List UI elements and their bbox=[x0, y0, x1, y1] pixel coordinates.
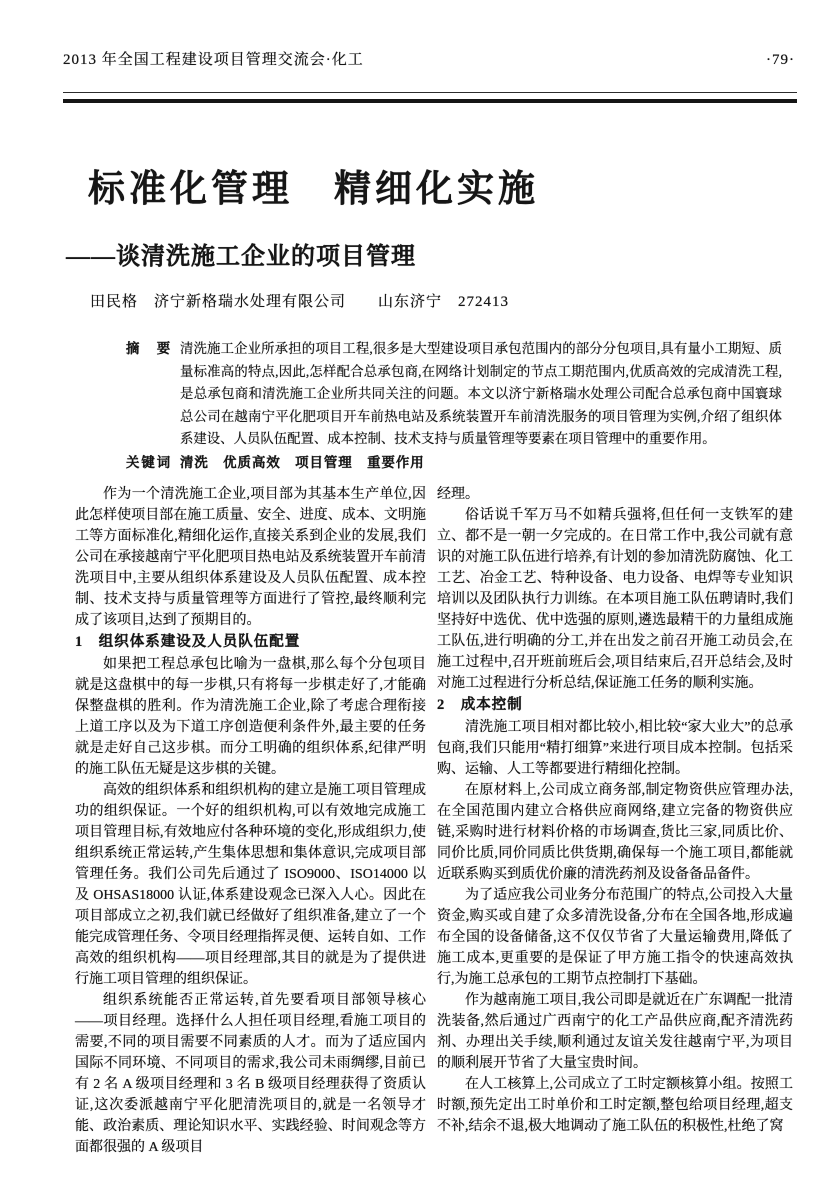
section-heading-2: 2 成本控制 bbox=[437, 697, 523, 713]
article-title: 标准化管理 精细化实施 bbox=[88, 169, 539, 210]
paragraph: 作为越南施工项目,我公司即是就近在广东调配一批清洗装备,然后通过广西南宁的化工产品供应商,配齐清洗药剂、办理出关手续,顺利通过友谊关发往越南宁平,为项目的顺利展开节省了大量宝贵时间。 bbox=[437, 993, 793, 1071]
keywords-label: 关键词 bbox=[126, 454, 173, 470]
column-right bbox=[437, 484, 793, 1158]
paragraph: 高效的组织体系和组织机构的建立是施工项目管理成功的组织保证。一个好的组织机构,可以有效地完成施工项目管理目标,有效地应付各种环境的变化,形成组织力,使组织系统正常运转,产生集体思想和集体意识,完成项目部管理任务。我们公司先后通过了 ISO9000、ISO14000 以及 OHSAS18000 认证,体系建设观念已深入人心。因此在项目部成立之初,我们就已经做好了组织准备,建立了一个能完成管理任务、令项目经理指挥灵便、运转自如、工作高效的组织机构——项目经理部,其目的就是为了提供进行施工项目管理的组织保证。 bbox=[75, 783, 426, 987]
abstract-text: 清洗施工企业所承担的项目工程,很多是大型建设项目承包范围内的部分分包项目,具有量小工期短、质量标准高的特点,因此,怎样配合总承包商,在网络计划制定的节点工期范围内,优质高效的完成清洗工程,是总承包商和清洗施工企业所共同关注的问题。本文以济宁新格瑞水处理公司配合总承包商中国寰球总公司在越南宁平化肥项目开车前热电站及系统装置开车前清洗服务的项目管理为实例,介绍了组织体系建设、人员队伍配置、成本控制、技术支持与质量管理等要素在项目管理中的重要作用。 bbox=[180, 341, 782, 446]
article-subtitle: ——谈清洗施工企业的项目管理 bbox=[66, 244, 416, 270]
paragraph: 如果把工程总承包比喻为一盘棋,那么每个分包项目就是这盘棋中的每一步棋,只有将每一步棋走好了,才能确保整盘棋的胜利。作为清洗施工企业,除了考虑合理衔接上道工序以及为下道工序创造便利条件外,最主要的任务就是走好自己这步棋。而分工明确的组织体系,纪律严明的施工队伍无疑是这步棋的关键。 bbox=[75, 657, 426, 777]
paragraph: 在人工核算上,公司成立了工时定额核算小组。按照工时额,预先定出工时单价和工时定额,整包给项目经理,超支不补,结余不退,极大地调动了施工队伍的积极性,杜绝了窝 bbox=[437, 1077, 793, 1134]
conference-title: 2013 年全国工程建设项目管理交流会·化工 bbox=[63, 52, 364, 68]
section-heading-1: 1 组织体系建设及人员队伍配置 bbox=[75, 634, 301, 650]
keywords-row bbox=[126, 452, 782, 475]
paragraph: 清洗施工项目相对都比较小,相比较“家大业大”的总承包商,我们只能用“精打细算”来进行项目成本控制。包括采购、运输、人工等都要进行精细化控制。 bbox=[437, 720, 793, 777]
page-header bbox=[63, 48, 795, 69]
paragraph: 作为一个清洗施工企业,项目部为其基本生产单位,因此怎样使项目部在施工质量、安全、进度、成本、文明施工等方面标准化,精细化运作,直接关系到企业的发展,我们公司在承接越南宁平化肥项目热电站及系统装置开车前清洗项目中,主要从组织体系建设及人员队伍配置、成本控制、技术支持与质量管理等方面进行了管控,最终顺利完成了该项目,达到了预期目的。 bbox=[75, 487, 426, 628]
abstract-keywords-block bbox=[126, 338, 782, 474]
paragraph-continuation: 经理。 bbox=[437, 487, 479, 502]
author-line: 田民格 济宁新格瑞水处理有限公司 山东济宁 272413 bbox=[90, 294, 510, 310]
keywords-text: 清洗 优质高效 项目管理 重要作用 bbox=[180, 454, 425, 470]
body-columns bbox=[75, 484, 793, 1158]
header-rule-thick bbox=[63, 99, 797, 103]
paragraph: 为了适应我公司业务分布范围广的特点,公司投入大量资金,购买或自建了众多清洗设备,分布在全国各地,形成遍布全国的设备储备,这不仅仅节省了大量运输费用,降低了施工成本,更重要的是保证了甲方施工指令的快速高效执行,为施工总承包的工期节点控制打下基础。 bbox=[437, 888, 793, 987]
page-number: ·79· bbox=[766, 52, 795, 68]
paragraph: 在原材料上,公司成立商务部,制定物资供应管理办法,在全国范围内建立合格供应商网络,建立完备的物资供应链,采购时进行材料价格的市场调查,货比三家,同质比价、同价比质,同价同质比供货期,确保每一个施工项目,都能就近联系购买到质优价廉的清洗药剂及设备备品备件。 bbox=[437, 783, 793, 882]
paragraph: 俗话说千军万马不如精兵强将,但任何一支铁军的建立、都不是一朝一夕完成的。在日常工作中,我公司就有意识的对施工队伍进行培养,有计划的参加清洗防腐蚀、化工工艺、冶金工艺、特种设备、电力设备、电焊等专业知识培训以及团队执行力训练。在本项目施工队伍聘请时,我们坚持好中选优、优中选强的原则,遴选最精干的力量组成施工队伍,进行明确的分工,并在出发之前召开施工动员会,在施工过程中,召开班前班后会,项目结束后,召开总结会,及时对施工过程进行分析总结,保证施工任务的顺利实施。 bbox=[437, 508, 793, 691]
abstract-label: 摘 要 bbox=[126, 341, 173, 356]
paragraph: 组织系统能否正常运转,首先要看项目部领导核心——项目经理。选择什么人担任项目经理,看施工项目的需要,不同的项目需要不同素质的人才。而为了适应国内国际不同环境、不同项目的需求,我公司未雨绸缪,目前已有 2 名 A 级项目经理和 3 名 B 级项目经理获得了资质认证,这次委派越南宁平化肥清洗项目的,就是一名领导才能、政治素质、理论知识水平、实践经验、时间观念等方面都很强的 A 级项目 bbox=[75, 993, 426, 1155]
column-left bbox=[75, 484, 426, 1158]
abstract-row bbox=[126, 338, 782, 451]
header-rule-thin bbox=[63, 92, 797, 93]
